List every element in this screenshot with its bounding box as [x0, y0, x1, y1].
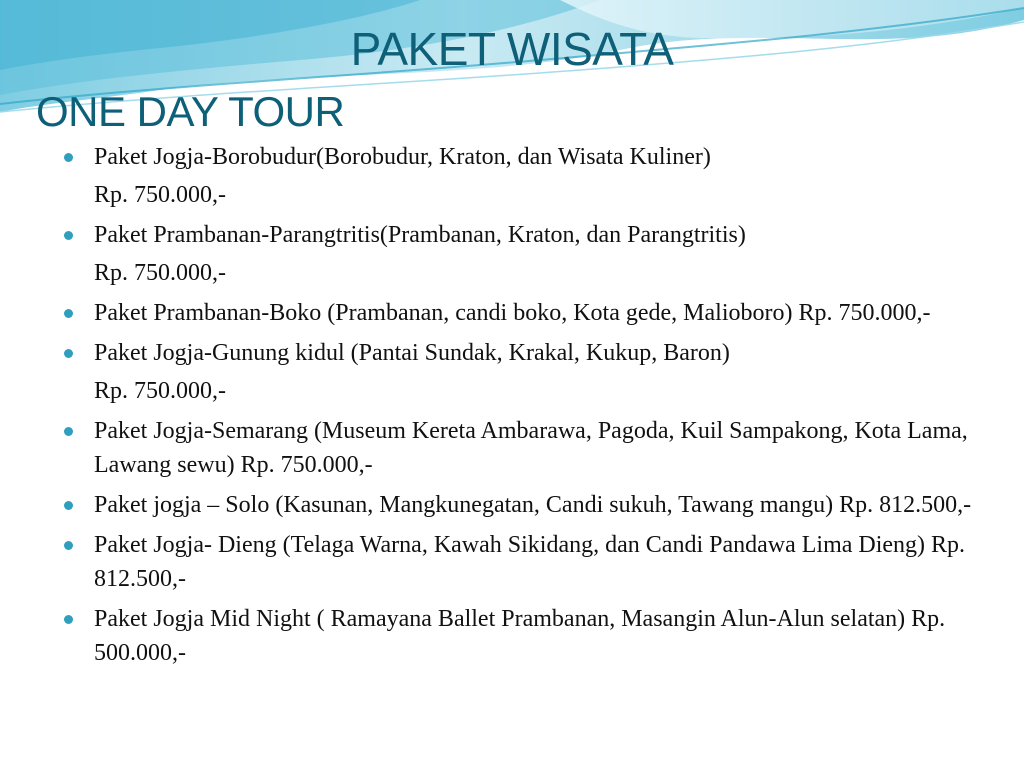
package-price: Rp. 750.000,- — [94, 378, 226, 404]
package-item: Paket jogja – Solo (Kasunan, Mangkunegatan, Candi sukuh, Tawang mangu) Rp. 812.500,- — [60, 488, 990, 522]
package-item: Paket Jogja- Dieng (Telaga Warna, Kawah Sikidang, dan Candi Pandawa Lima Dieng) Rp. 812.500,- — [60, 528, 990, 596]
package-price: Rp. 750.000,- — [94, 260, 226, 286]
package-item: Paket Jogja-Borobudur(Borobudur, Kraton, dan Wisata Kuliner) — [60, 140, 990, 174]
slide-subtitle: ONE DAY TOUR — [36, 88, 345, 135]
package-item: Paket Jogja-Gunung kidul (Pantai Sundak, Krakal, Kukup, Baron) — [60, 336, 990, 370]
package-price: Rp. 750.000,- — [94, 182, 226, 208]
package-item: Paket Prambanan-Boko (Prambanan, candi boko, Kota gede, Malioboro) Rp. 750.000,- — [60, 296, 990, 330]
slide-title: PAKET WISATA — [350, 23, 674, 75]
tour-package-list — [60, 140, 990, 676]
package-item: Paket Prambanan-Parangtritis(Prambanan, Kraton, dan Parangtritis) — [60, 218, 990, 252]
package-item: Paket Jogja-Semarang (Museum Kereta Ambarawa, Pagoda, Kuil Sampakong, Kota Lama, Lawang sewu) Rp. 750.000,- — [60, 414, 990, 482]
package-item: Paket Jogja Mid Night ( Ramayana Ballet Prambanan, Masangin Alun-Alun selatan) Rp. 500.000,- — [60, 602, 990, 670]
